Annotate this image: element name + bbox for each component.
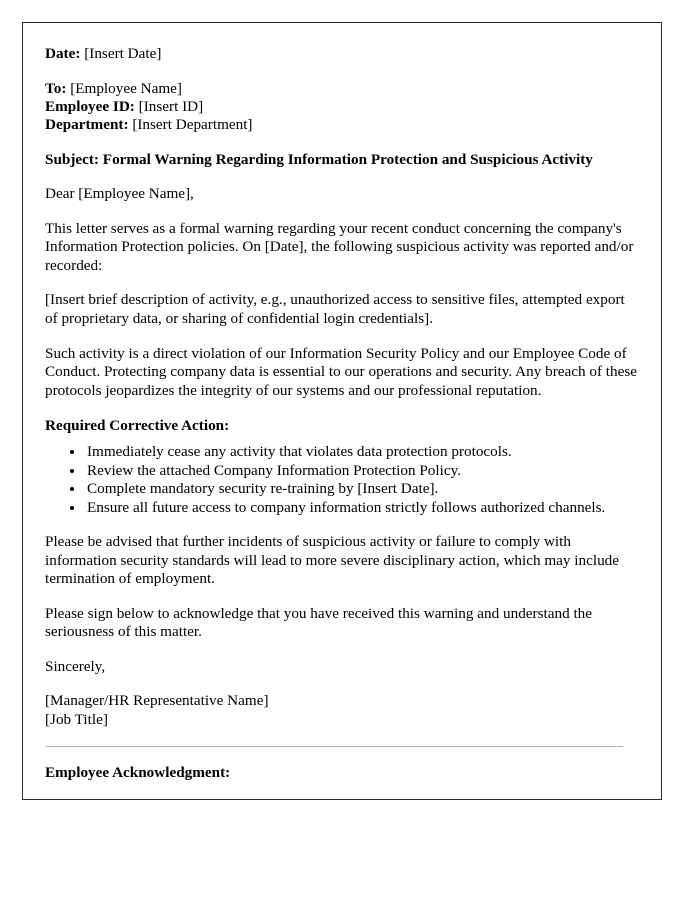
employee-id-value: [Insert ID] xyxy=(138,97,204,115)
department-line xyxy=(45,116,641,134)
corrective-action-heading: Required Corrective Action: xyxy=(45,417,230,435)
department-value: [Insert Department] xyxy=(132,115,253,133)
spacer xyxy=(45,64,641,80)
list-item: • Ensure all future access to company information strictly follows authorized channels. xyxy=(85,499,641,517)
valediction: Sincerely, xyxy=(45,658,106,676)
date-value: [Insert Date] xyxy=(84,45,162,62)
document-page xyxy=(22,22,662,800)
spacer xyxy=(45,169,641,185)
signer-name: [Manager/HR Representative Name] xyxy=(45,692,269,710)
activity-placeholder-paragraph: [Insert brief description of activity, e.g., unauthorized access to sensitive files, attempted export of proprietary data, or sharing of confidential login credentials]. xyxy=(45,291,625,328)
signer-title: [Job Title] xyxy=(45,710,108,728)
list-item: • Review the attached Company Information Protection Policy. xyxy=(85,462,641,480)
recipient-line xyxy=(45,80,641,98)
spacer xyxy=(45,275,641,291)
acknowledgment-section-heading: Employee Acknowledgment: xyxy=(45,764,231,782)
salutation: Dear [Employee Name], xyxy=(45,185,194,203)
section-divider xyxy=(46,746,623,747)
spacer xyxy=(45,517,641,533)
consequences-paragraph: Please be advised that further incidents of suspicious activity or failure to comply with information security standards will lead to more severe disciplinary action, which may include termination of employment. xyxy=(45,533,620,588)
spacer xyxy=(45,642,641,658)
violation-paragraph: Such activity is a direct violation of our Information Security Policy and our Employee Code of Conduct. Protecting company data is essential to our operations and security. Any breach of these protocols jeopardizes the integrity of our systems and our professional reputation. xyxy=(45,344,638,399)
department-label: Department: xyxy=(45,115,129,133)
spacer xyxy=(45,400,641,416)
acknowledgment-request-paragraph: Please sign below to acknowledge that you have received this warning and understand the seriousness of this matter. xyxy=(45,604,593,641)
spacer xyxy=(45,204,641,220)
date-line xyxy=(45,45,641,64)
date-label: Date: xyxy=(45,45,81,62)
spacer xyxy=(45,329,641,345)
corrective-action-list xyxy=(45,443,641,517)
employee-id-line xyxy=(45,98,641,116)
to-label: To: xyxy=(45,79,67,97)
recipient-block xyxy=(45,80,641,135)
spacer xyxy=(45,435,641,443)
list-item: • Complete mandatory security re-training by [Insert Date]. xyxy=(85,480,641,498)
to-value: [Employee Name] xyxy=(70,79,182,97)
spacer xyxy=(45,134,641,150)
intro-paragraph: This letter serves as a formal warning regarding your recent conduct concerning the company's Information Protection policies. On [Date], the following suspicious activity was reported and/or recorded: xyxy=(45,219,634,274)
list-item: • Immediately cease any activity that violates data protection protocols. xyxy=(85,443,641,461)
employee-id-label: Employee ID: xyxy=(45,97,135,115)
spacer xyxy=(45,676,641,692)
document-body xyxy=(23,23,661,782)
spacer xyxy=(45,589,641,605)
subject-line: Subject: Formal Warning Regarding Information Protection and Suspicious Activity xyxy=(45,151,593,169)
